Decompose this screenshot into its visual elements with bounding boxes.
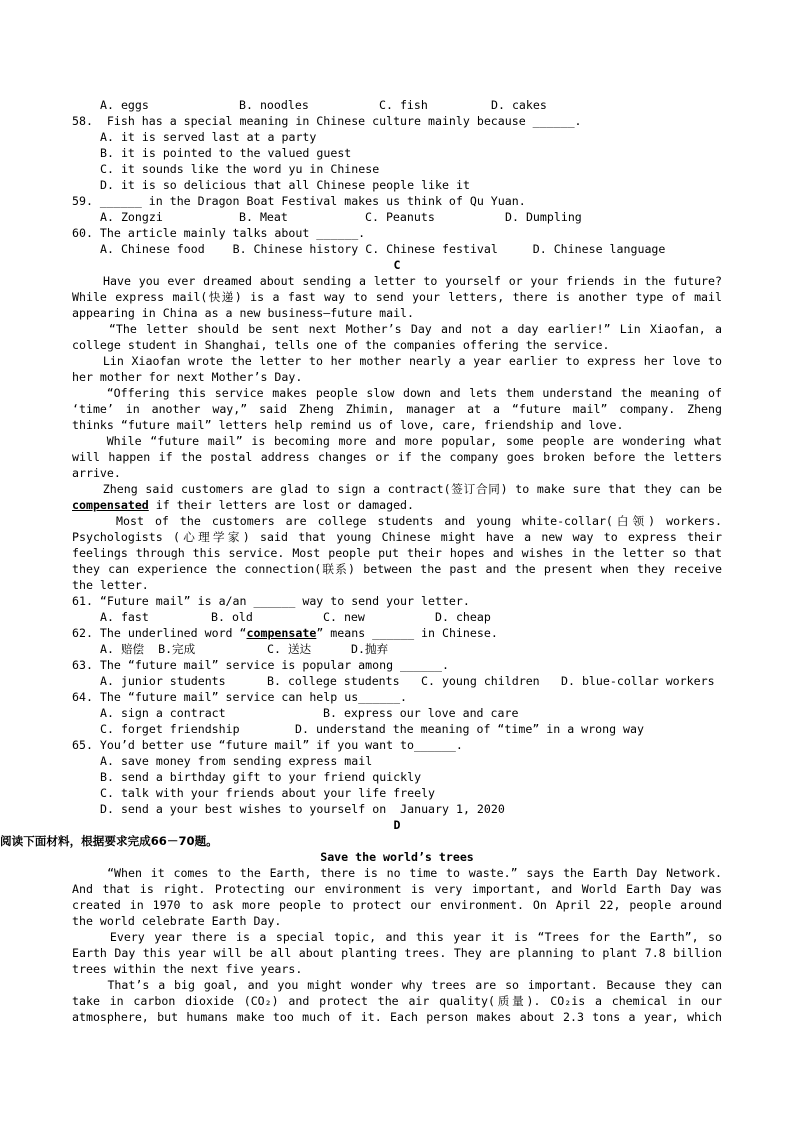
text-line xyxy=(72,929,722,945)
text-run: ‘time’ in another way,” said Zheng Zhimin, manager at a “future mail” company. Zheng xyxy=(72,402,722,416)
text-run: C. new xyxy=(323,610,365,624)
text-run: if their letters are lost or damaged. xyxy=(148,498,415,512)
text-run: D. cakes xyxy=(491,98,547,112)
text-run: While express mail(快递) is a fast way to send your letters, there is another type of mail xyxy=(72,290,722,304)
text-run: 60. The article mainly talks about ______. xyxy=(72,226,366,240)
text-line xyxy=(0,833,218,849)
text-run: D. cheap xyxy=(435,610,491,624)
text-run: D. it is so delicious that all Chinese people like it xyxy=(100,178,470,192)
answer-options-line xyxy=(100,673,715,689)
text-run: will happen if the postal address changes or if the company goes broken before the letters xyxy=(72,450,722,464)
text-run: C. talk with your friends about your life freely xyxy=(100,786,436,800)
answer-options-line xyxy=(100,609,491,625)
text-line xyxy=(72,273,722,289)
text-run: B. noodles xyxy=(239,98,309,112)
text-run: B. it is pointed to the valued guest xyxy=(100,146,352,160)
text-run: B. express our love and care xyxy=(323,706,519,720)
answer-options-line xyxy=(100,161,379,177)
text-run: D xyxy=(393,818,401,832)
text-line xyxy=(72,401,722,417)
text-run: 62. The underlined word “ xyxy=(72,626,247,640)
text-run: 64. The “future mail” service can help us______. xyxy=(72,690,408,704)
text-run: C. it sounds like the word yu in Chinese xyxy=(100,162,380,176)
text-line xyxy=(72,961,302,977)
text-run: A. junior students xyxy=(100,674,226,688)
answer-options-line xyxy=(100,705,519,721)
text-run: Save the world’s trees xyxy=(320,850,474,864)
answer-options-line xyxy=(100,721,645,737)
text-run: Earth Day this year will be all about planting trees. They are planning to plant 7.8 billion xyxy=(72,946,722,960)
text-line xyxy=(72,737,463,753)
text-line xyxy=(72,385,722,401)
text-run: her mother for next Mother’s Day. xyxy=(72,370,303,384)
text-run: C. Peanuts xyxy=(365,210,435,224)
text-line xyxy=(72,113,582,129)
text-run: Have you ever dreamed about sending a letter to yourself or your friends in the future? xyxy=(72,274,722,288)
text-run: Lin Xiaofan wrote the letter to her mother nearly a year earlier to express her love to xyxy=(72,354,722,368)
text-line xyxy=(72,1009,722,1025)
text-run: C. fish xyxy=(379,98,428,112)
answer-options-line xyxy=(100,209,582,225)
text-run: A. it is served last at a party xyxy=(100,130,317,144)
text-line xyxy=(72,881,722,897)
underlined-word: compensate xyxy=(246,626,317,640)
answer-options-line xyxy=(100,145,351,161)
text-line xyxy=(72,577,149,593)
text-run: Psychologists (心理学家) said that young Chinese might have a new way to express their xyxy=(72,530,722,544)
text-line xyxy=(72,481,722,497)
text-line xyxy=(72,593,470,609)
answer-options-line xyxy=(100,641,389,657)
text-line xyxy=(72,625,498,641)
text-run: thinks “future mail” letters help remind us of love, care, friendship and love. xyxy=(72,418,624,432)
text-run: C. young children xyxy=(421,674,540,688)
text-run: 65. You’d better use “future mail” if you want to______. xyxy=(72,738,463,752)
answer-options-line xyxy=(100,177,470,193)
text-line xyxy=(72,513,722,529)
text-run: C xyxy=(393,258,401,272)
text-run: trees within the next five years. xyxy=(72,962,303,976)
text-line xyxy=(72,193,526,209)
text-run: A. eggs xyxy=(100,98,149,112)
text-run: 59. ______ in the Dragon Boat Festival makes us think of Qu Yuan. xyxy=(72,194,526,208)
text-line xyxy=(72,321,722,337)
text-run: atmosphere, but humans make too much of it. Each person makes about 2.3 tons a year, which xyxy=(72,1010,722,1024)
text-run: 58. Fish has a special meaning in Chinese culture mainly because ______. xyxy=(72,114,582,128)
underlined-word: compensated xyxy=(72,498,149,512)
answer-options-line xyxy=(100,97,547,113)
text-line xyxy=(72,225,365,241)
answer-options-line xyxy=(100,801,505,817)
text-run: arrive. xyxy=(72,466,121,480)
text-run: A. fast xyxy=(100,610,149,624)
text-line xyxy=(72,497,414,513)
text-line xyxy=(72,289,722,305)
text-run: A. sign a contract xyxy=(100,706,226,720)
text-run: they can experience the connection(联系) between the past and the present when they receive xyxy=(72,562,722,576)
section-heading xyxy=(72,817,722,833)
section-heading xyxy=(72,257,722,273)
text-run: A. save money from sending express mail xyxy=(100,754,373,768)
text-line xyxy=(72,897,722,913)
text-run: 阅读下面材料，根据要求完成66－70题。 xyxy=(0,834,218,848)
text-run: Most of the customers are college students and young white-collar(白领) workers. xyxy=(72,514,722,528)
text-line xyxy=(72,449,722,465)
text-line xyxy=(72,337,609,353)
answer-options-line xyxy=(100,753,372,769)
text-run: Zheng said customers are glad to sign a contract(签订合同) to make sure that they can be xyxy=(72,482,722,496)
text-run: A. 赔偿 B.完成 xyxy=(100,642,196,656)
text-line xyxy=(72,977,722,993)
answer-options-line xyxy=(100,129,316,145)
text-line xyxy=(72,657,449,673)
text-run: the world celebrate Earth Day. xyxy=(72,914,282,928)
text-line xyxy=(72,545,722,561)
text-line xyxy=(72,945,722,961)
text-run: feelings through this service. Most people put their hopes and wishes in the letter so that xyxy=(72,546,722,560)
text-run: A. Chinese food B. Chinese history C. Chinese festival D. Chinese language xyxy=(100,242,666,256)
text-run: ” means ______ in Chinese. xyxy=(316,626,498,640)
text-run: A. Zongzi xyxy=(100,210,163,224)
text-line xyxy=(72,417,623,433)
text-run: C. 送达 xyxy=(267,642,312,656)
text-run: Every year there is a special topic, and this year it is “Trees for the Earth”, so xyxy=(72,930,722,944)
text-run: appearing in China as a new business—future mail. xyxy=(72,306,415,320)
text-run: That’s a big goal, and you might wonder why trees are so important. Because they can xyxy=(72,978,722,992)
text-run: And that is right. Protecting our environment is very important, and World Earth Day was xyxy=(72,882,722,896)
answer-options-line xyxy=(100,785,435,801)
section-heading xyxy=(72,849,722,865)
answer-options-line xyxy=(100,241,665,257)
text-run: D.抛弃 xyxy=(351,642,389,656)
text-run: “Offering this service makes people slow down and lets them understand the meaning of xyxy=(72,386,722,400)
text-run: “The letter should be sent next Mother’s Day and not a day earlier!” Lin Xiaofan, a xyxy=(72,322,722,336)
text-run: the letter. xyxy=(72,578,149,592)
text-line xyxy=(72,433,722,449)
text-line xyxy=(72,561,722,577)
text-run: 63. The “future mail” service is popular among ______. xyxy=(72,658,449,672)
text-line xyxy=(72,865,722,881)
text-run: D. send a your best wishes to yourself on January 1, 2020 xyxy=(100,802,505,816)
text-run: D. understand the meaning of “time” in a wrong way xyxy=(295,722,645,736)
text-line xyxy=(72,913,281,929)
text-run: created in 1970 to ask more people to protect our environment. On April 22, people around xyxy=(72,898,722,912)
text-run: B. send a birthday gift to your friend quickly xyxy=(100,770,422,784)
text-run: 61. “Future mail” is a/an ______ way to send your letter. xyxy=(72,594,470,608)
answer-options-line xyxy=(100,769,421,785)
text-run: B. old xyxy=(211,610,253,624)
text-run: C. forget friendship xyxy=(100,722,240,736)
text-line xyxy=(72,369,302,385)
text-line xyxy=(72,305,414,321)
text-line xyxy=(72,353,722,369)
text-run: B. Meat xyxy=(239,210,288,224)
text-run: take in carbon dioxide (CO₂) and protect the air quality(质量). CO₂is a chemical in our xyxy=(72,994,722,1008)
text-line xyxy=(72,993,722,1009)
text-run: college student in Shanghai, tells one of the companies offering the service. xyxy=(72,338,610,352)
text-run: D. Dumpling xyxy=(505,210,582,224)
text-run: While “future mail” is becoming more and more popular, some people are wondering what xyxy=(72,434,722,448)
text-line xyxy=(72,529,722,545)
text-line xyxy=(72,465,121,481)
text-run: D. blue-collar workers xyxy=(561,674,715,688)
text-line xyxy=(72,689,407,705)
text-run: “When it comes to the Earth, there is no time to waste.” says the Earth Day Network. xyxy=(72,866,722,880)
text-run: B. college students xyxy=(267,674,400,688)
